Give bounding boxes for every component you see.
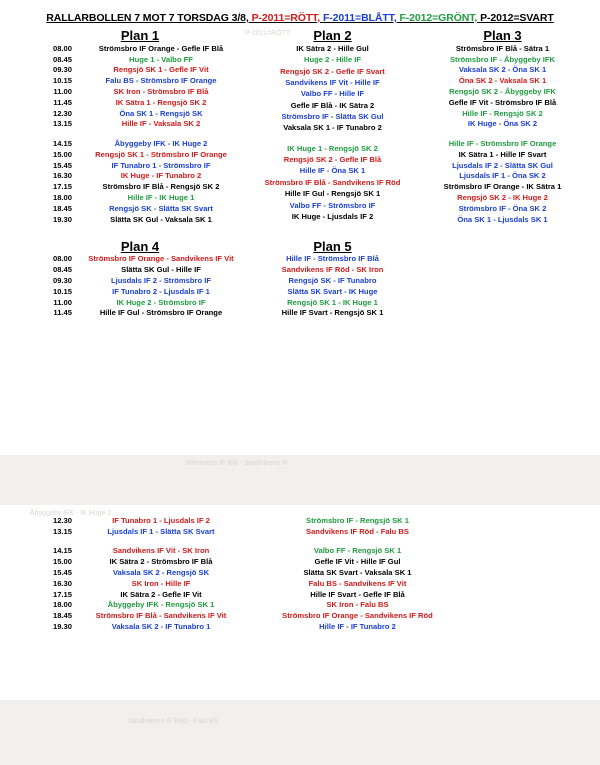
- table-row: [30, 286, 250, 297]
- table-row: [30, 118, 250, 129]
- ghost-text-1: P-2011=RÖTT: [245, 30, 291, 37]
- table-row: [30, 275, 250, 286]
- table-row: [30, 307, 250, 318]
- table-row: [250, 556, 465, 567]
- page-title: [0, 0, 600, 24]
- table-row: [30, 160, 250, 171]
- table-row: [250, 578, 465, 589]
- match-fixture: Rengsjö SK 2 - Gefle IF Svart: [280, 66, 385, 76]
- match-fixture: Strömsbro IF Blå - Sätra 1: [455, 43, 550, 53]
- match-fixture: Strömsbro IF Orange - Gefle IF Blå: [98, 43, 224, 53]
- table-row: [250, 100, 415, 111]
- scan-band-upper: [0, 455, 600, 505]
- match-fixture: IK Huge 1 - Rengsjö SK 2: [287, 143, 378, 153]
- table-row: [250, 88, 415, 99]
- match-time: 13.15: [52, 526, 72, 536]
- match-fixture: IK Sätra 1 - Rengsjö SK 2: [115, 97, 207, 107]
- plan-5-table: [250, 254, 415, 319]
- match-time: 11.45: [53, 97, 72, 107]
- plan-1-table: [30, 43, 250, 225]
- table-row: [30, 43, 250, 54]
- match-fixture: Rengsjö SK 2 - IK Huge 2: [457, 193, 548, 203]
- match-fixture: Strömsbro IF Blå - Rengsjö SK 2: [102, 182, 220, 192]
- match-fixture: Hille IF - Vaksala SK 2: [121, 119, 201, 129]
- match-fixture: Vaksala SK 2 - Öna SK 1: [458, 65, 547, 75]
- match-fixture: Åbyggeby IFK - IK Huge 2: [114, 139, 208, 149]
- match-fixture: Strömsbro IF - Slätta SK Gul: [281, 112, 384, 122]
- table-row: [415, 65, 590, 76]
- match-fixture: IK Sätra 2 - Strömsbro IF Blå: [109, 557, 213, 567]
- table-row: [250, 599, 465, 610]
- match-fixture: Strömsbro IF - Åbyggeby IFK: [449, 54, 556, 64]
- match-fixture: IF Tunabro 1 - Strömsbro IF: [111, 160, 211, 170]
- table-row: [250, 264, 415, 275]
- match-fixture: SK Iron - Hille IF: [131, 578, 191, 588]
- match-fixture: Rengsjö SK 2 - Gefle IF Blå: [283, 155, 382, 165]
- table-row: [30, 138, 250, 149]
- match-fixture: Rengsjö SK 1 - Strömsbro IF Orange: [95, 149, 227, 159]
- ghost-text-3: Åbyggeby IFK - IK Huge 2: [30, 510, 112, 517]
- match-fixture: Åbyggeby IFK - Rengsjö SK 1: [107, 600, 215, 610]
- table-row: [250, 154, 415, 165]
- match-fixture: Sandvikens IF Vit - SK Iron: [112, 546, 210, 556]
- match-fixture: Öna SK 2 - Vaksala SK 1: [458, 76, 547, 86]
- table-row: [415, 192, 590, 203]
- spacer-row: [415, 129, 590, 138]
- match-fixture: Gefle IF Blå - IK Sätra 2: [290, 100, 375, 110]
- table-row: [415, 118, 590, 129]
- match-time: 10.15: [52, 286, 72, 296]
- match-time: 08.45: [52, 265, 72, 275]
- table-row: [30, 97, 250, 108]
- table-row: [30, 610, 250, 621]
- match-fixture: Sandvikens IF Röd - Falu BS: [306, 526, 409, 536]
- match-fixture: IK Huge - Öna SK 2: [467, 119, 538, 129]
- table-row: [415, 97, 590, 108]
- table-row: [250, 546, 465, 557]
- table-row: [415, 171, 590, 182]
- match-fixture: Sandvikens IF Röd - SK Iron: [281, 265, 384, 275]
- match-fixture: [250, 222, 415, 224]
- match-fixture: IK Sätra 2 - Gefle IF Vit: [120, 589, 202, 599]
- lower-col-1-table: [30, 515, 250, 632]
- table-row: [30, 515, 250, 526]
- table-row: [250, 254, 415, 265]
- match-fixture: Sandvikens IF Vit - Hille IF: [285, 77, 380, 87]
- table-row: [250, 66, 415, 77]
- match-fixture: Rengsjö SK 1 - IK Huge 1: [287, 297, 378, 307]
- table-row: [250, 275, 415, 286]
- match-fixture: Hille IF - Rengsjö SK 2: [462, 108, 543, 118]
- schedule-group-top: [30, 43, 600, 225]
- table-row: [30, 264, 250, 275]
- match-time: 13.15: [52, 119, 72, 129]
- table-row: [415, 203, 590, 214]
- plan-1-title: Plan 1: [120, 28, 160, 43]
- match-time: 08.45: [52, 54, 72, 64]
- match-time: 19.30: [52, 214, 72, 224]
- spacer-row: [30, 537, 250, 546]
- match-time: 12.30: [52, 108, 72, 118]
- match-fixture: IK Huge - IF Tunabro 2: [120, 171, 202, 181]
- match-fixture: Strömsbro IF - Rengsjö SK 1: [306, 515, 409, 525]
- match-fixture: Hille IF Svart - Gefle IF Blå: [310, 589, 405, 599]
- row-spacer: [250, 537, 465, 546]
- plan-4-table: [30, 254, 250, 319]
- table-row: [30, 546, 250, 557]
- match-time: 15.00: [52, 149, 72, 159]
- match-time: 15.00: [52, 557, 72, 567]
- match-fixture: Valbo FF - Hille IF: [300, 89, 365, 99]
- row-spacer: [415, 129, 590, 138]
- table-row: [415, 86, 590, 97]
- match-time: 18.00: [52, 600, 72, 610]
- table-row: [415, 214, 590, 225]
- table-row: [250, 526, 465, 537]
- match-fixture: Hille IF - Strömsbro IF Blå: [286, 254, 379, 264]
- match-fixture: Strömsbro IF Blå - Sandvikens IF Röd: [264, 177, 401, 187]
- plan-3-title: Plan 3: [483, 28, 522, 43]
- spacer-row: [30, 129, 250, 138]
- match-fixture: Slätta SK Svart - Vaksala SK 1: [303, 568, 412, 578]
- table-row: [415, 75, 590, 86]
- table-row: [250, 43, 415, 54]
- match-fixture: Ljusdals IF 2 - Strömsbro IF: [111, 275, 211, 285]
- table-row: [30, 556, 250, 567]
- match-fixture: SK Iron - Strömsbro IF Blå: [113, 87, 209, 97]
- ghost-text-2: Strömsbro IF Blå - Sandvikens IF: [185, 460, 289, 467]
- table-row: [415, 54, 590, 65]
- match-fixture: Ljusdals IF 1 - Öna SK 2: [459, 171, 546, 181]
- table-row: [250, 589, 465, 600]
- table-row: [30, 171, 250, 182]
- spacer-row: [250, 134, 415, 143]
- table-row: [30, 567, 250, 578]
- match-time: 19.30: [52, 621, 72, 631]
- match-fixture: Falu BS - Strömsbro IF Orange: [105, 76, 217, 86]
- match-time: 16.30: [52, 578, 72, 588]
- table-row: [250, 188, 415, 199]
- match-fixture: Strömsbro IF Blå - Sandvikens IF Vit: [95, 611, 227, 621]
- lower-col-2-table: [250, 515, 465, 632]
- table-row: [30, 192, 250, 203]
- match-fixture: Gefle IF Vit - Strömsbro IF Blå: [448, 97, 557, 107]
- plan-4-title: Plan 4: [120, 238, 160, 254]
- match-time: 18.45: [52, 203, 72, 213]
- match-fixture: Öna SK 1 - Ljusdals SK 1: [457, 214, 548, 224]
- match-fixture: Slätta SK Svart - IK Huge: [287, 286, 378, 296]
- match-fixture: Slätta SK Gul - Hille IF: [121, 265, 201, 275]
- match-fixture: IK Huge - Ljusdals IF 2: [291, 211, 374, 221]
- plan-3-table: [415, 43, 590, 225]
- match-time: 12.30: [52, 515, 72, 525]
- title-red: P-2011=RÖTT,: [251, 12, 321, 24]
- match-fixture: IF Tunabro 2 - Ljusdals IF 1: [112, 286, 210, 296]
- match-time: 11.00: [53, 87, 72, 97]
- table-row: [30, 75, 250, 86]
- table-row: [30, 54, 250, 65]
- title-black: P-2012=SVART: [480, 12, 554, 24]
- match-time: 17.15: [52, 589, 72, 599]
- match-fixture: Hille IF Gul - Rengsjö SK 1: [284, 189, 381, 199]
- table-row: [30, 108, 250, 119]
- table-row: [250, 307, 415, 318]
- table-row: [30, 254, 250, 265]
- match-fixture: Vaksala SK 1 - IF Tunabro 2: [283, 123, 382, 133]
- table-row: [30, 214, 250, 225]
- match-fixture: Gefle IF Vit - Hille IF Gul: [314, 557, 401, 567]
- plan-headers-mid: [30, 239, 600, 254]
- table-row: [30, 203, 250, 214]
- match-fixture: Rengsjö SK - Slätta SK Svart: [109, 203, 213, 213]
- table-row: [30, 599, 250, 610]
- scan-band-lower: [0, 700, 600, 765]
- match-time: 09.30: [52, 275, 72, 285]
- match-fixture: Strömsbro IF Orange - Sandvikens IF Vit: [88, 254, 234, 264]
- match-fixture: IK Huge 2 - Strömsbro IF: [116, 297, 206, 307]
- table-row: [250, 297, 415, 308]
- table-row: [30, 297, 250, 308]
- match-time: 16.30: [52, 171, 72, 181]
- table-row: [415, 138, 590, 149]
- row-spacer: [250, 134, 415, 143]
- table-row: [415, 43, 590, 54]
- table-row: [250, 77, 415, 88]
- plan-5-title: Plan 5: [313, 238, 352, 254]
- table-row: [250, 123, 415, 134]
- table-row: [250, 143, 415, 154]
- match-fixture: Öna SK 1 - Rengsjö SK: [119, 108, 203, 118]
- title-main: RALLARBOLLEN 7 MOT 7 TORSDAG 3/8,: [46, 12, 249, 24]
- table-row: [30, 86, 250, 97]
- match-fixture: Rengsjö SK - IF Tunabro: [288, 275, 377, 285]
- title-blue: F-2011=BLÅTT,: [322, 12, 397, 24]
- match-fixture: Hille IF - Strömsbro IF Orange: [448, 139, 557, 149]
- table-row: [250, 610, 465, 621]
- table-row: [30, 578, 250, 589]
- match-time: 11.00: [53, 297, 72, 307]
- match-fixture: Huge 1 - Valbo FF: [129, 54, 193, 64]
- match-time: 14.15: [52, 546, 72, 556]
- match-fixture: Slätta SK Gul - Vaksala SK 1: [110, 214, 212, 224]
- plan-2-title: Plan 2: [313, 28, 352, 43]
- table-row: [250, 166, 415, 177]
- match-fixture: Rengsjö SK 2 - Åbyggeby IFK: [449, 87, 556, 97]
- table-row: [250, 621, 465, 632]
- table-row: [30, 149, 250, 160]
- table-row: [250, 222, 415, 224]
- match-fixture: Hille IF - Öna SK 1: [299, 166, 366, 176]
- table-row: [30, 526, 250, 537]
- match-fixture: Hille IF Svart - Rengsjö SK 1: [281, 308, 384, 318]
- ghost-text-4: Sandvikens IF Röd - Falu BS: [128, 718, 219, 725]
- match-fixture: Valbo FF - Rengsjö SK 1: [313, 546, 402, 556]
- table-row: [415, 149, 590, 160]
- match-time: 17.15: [52, 182, 72, 192]
- match-fixture: Valbo FF - Strömsbro IF: [289, 200, 376, 210]
- title-green: F-2012=GRÖNT,: [399, 12, 478, 24]
- match-fixture: IF Tunabro 1 - Ljusdals IF 2: [112, 515, 210, 525]
- match-fixture: Ljusdals IF 2 - Slätta SK Gul: [452, 160, 553, 170]
- row-spacer: [30, 129, 250, 138]
- table-row: [415, 160, 590, 171]
- schedule-group-mid: [30, 254, 600, 319]
- match-fixture: Hille IF - IK Huge 1: [127, 193, 195, 203]
- match-fixture: Vaksala SK 2 - Rengsjö SK: [112, 568, 210, 578]
- match-fixture: Hille IF Gul - Strömsbro IF Orange: [99, 308, 223, 318]
- match-time: 14.15: [52, 139, 72, 149]
- match-time: 15.45: [52, 568, 72, 578]
- plan-headers-top: [30, 28, 600, 43]
- table-row: [250, 111, 415, 122]
- match-fixture: IK Sätra 2 - Hille Gul: [296, 43, 369, 53]
- match-time: 08.00: [52, 254, 72, 264]
- match-fixture: SK Iron - Falu BS: [326, 600, 389, 610]
- match-fixture: Strömsbro IF Orange - Sandvikens IF Röd: [282, 611, 433, 621]
- match-time: 18.45: [52, 611, 72, 621]
- match-fixture: Vaksala SK 2 - IF Tunabro 1: [111, 621, 211, 631]
- table-row: [250, 211, 415, 222]
- table-row: [250, 567, 465, 578]
- table-row: [415, 181, 590, 192]
- table-row: [415, 108, 590, 119]
- table-row: [30, 589, 250, 600]
- match-fixture: Strömsbro IF Orange - IK Sätra 1: [443, 182, 562, 192]
- match-time: 09.30: [52, 65, 72, 75]
- table-row: [30, 621, 250, 632]
- match-time: 11.45: [53, 308, 72, 318]
- table-row: [30, 65, 250, 76]
- schedule-group-lower: [30, 515, 465, 632]
- match-time: 10.15: [52, 76, 72, 86]
- match-fixture: Ljusdals IF 1 - Slätta SK Svart: [107, 526, 215, 536]
- match-fixture: Huge 2 - Hille IF: [304, 55, 361, 65]
- match-fixture: Strömsbro IF - Öna SK 2: [458, 203, 547, 213]
- match-fixture: Hille IF - IF Tunabro 2: [319, 621, 396, 631]
- match-time: 15.45: [52, 160, 72, 170]
- table-row: [250, 200, 415, 211]
- match-time: 08.00: [52, 43, 72, 53]
- plan-2-table: [250, 43, 415, 225]
- match-time: 18.00: [52, 193, 72, 203]
- table-row: [250, 54, 415, 65]
- table-row: [250, 286, 415, 297]
- match-fixture: Falu BS - Sandvikens IF Vit: [308, 578, 407, 588]
- match-fixture: IK Sätra 1 - Hille IF Svart: [458, 149, 547, 159]
- table-row: [250, 515, 465, 526]
- table-row: [30, 181, 250, 192]
- spacer-row: [250, 537, 465, 546]
- row-spacer: [30, 537, 250, 546]
- table-row: [250, 177, 415, 188]
- match-fixture: Rengsjö SK 1 - Gefle IF Vit: [113, 65, 209, 75]
